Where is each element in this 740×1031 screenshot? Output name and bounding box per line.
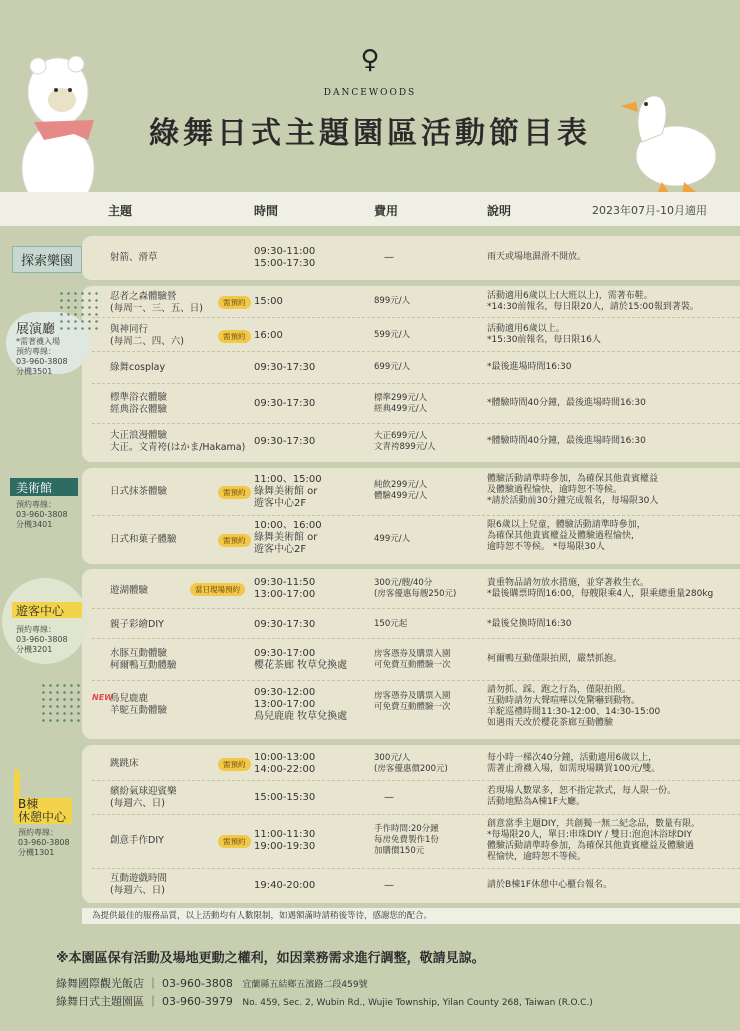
cell-time: 11:00、15:00 綠舞美術館 or 遊客中心2F [254, 474, 322, 509]
table-row [82, 236, 740, 280]
cell-fee: 599元/人 [374, 330, 411, 340]
cell-fee: 大正699元/人 文青袴899元/人 [374, 431, 436, 452]
cell-time: 10:00-13:00 14:00-22:00 [254, 752, 316, 775]
table-row [82, 516, 740, 564]
cell-time: 15:00-15:30 [254, 792, 316, 803]
valid-period: 2023年07月-10月適用 [592, 204, 707, 217]
cell-theme: 繽紛氣球迎賓樂 (每週六、日) [110, 786, 177, 809]
dot-pattern [40, 682, 80, 722]
reserve-badge: 需預約 [218, 486, 251, 499]
table-row [82, 569, 740, 609]
reserve-badge: 需預約 [218, 330, 251, 343]
cell-theme: 與神同行 (每周二、四、六) [110, 324, 184, 347]
table-row [82, 318, 740, 352]
address-zh: 宜蘭縣五結鄉五濱路二段459號 [242, 980, 368, 990]
cell-time: 09:30-12:00 13:00-17:00 鳥兒鹿鹿 牧草兌換處 [254, 687, 348, 722]
section-sub-art: 預約專線： 03-960-3808 分機3401 [16, 500, 68, 529]
table-row [82, 869, 740, 903]
table-row [82, 352, 740, 384]
cell-note: 每小時一梯次40分鐘，活動適用6歲以上， 需著止滑襪入場，如需現場購買100元/雙。 [487, 753, 661, 774]
cell-note: 柯爾鴨互動僅限拍照，嚴禁抓抱。 [487, 654, 623, 664]
table-row [82, 745, 740, 781]
cell-note: *最後兌換時間16:30 [487, 619, 572, 629]
cell-theme: 日式和菓子體驗 [110, 534, 177, 545]
section-title-show: 展演廳 [16, 322, 56, 337]
cell-time: 09:30-17:30 [254, 436, 316, 447]
header-theme: 主題 [108, 204, 133, 218]
section-title-explore: 探索樂園 [21, 254, 74, 269]
table-row [82, 609, 740, 639]
cell-fee: 標準299元/人 經典499元/人 [374, 393, 428, 414]
cell-note: 限6歲以上兒童，體驗活動請準時參加， 為確保其他貴賓權益及體驗過程愉快， 逾時恕不等候。 *每場限30人 [487, 520, 646, 552]
header-note: 說明 [487, 204, 512, 218]
cell-time: 16:00 [254, 330, 283, 341]
cell-time: 09:30-17:00 櫻花茶廊 牧草兌換處 [254, 648, 348, 671]
section-sub-rest: 預約專線： 03-960-3808 分機1301 [18, 828, 70, 857]
cell-time: 10:00、16:00 綠舞美術館 or 遊客中心2F [254, 520, 322, 555]
cell-theme: 創意手作DIY [110, 835, 164, 846]
cell-note: 活動適用6歲以上(大班以上)，需著布鞋。 *14:30前報名，每日限20人，請於15:00報到著裝。 [487, 291, 699, 312]
section-label-art [16, 479, 68, 530]
brand-name: DANCEWOODS [323, 88, 417, 98]
cell-theme: 標準浴衣體驗 經典浴衣體驗 [110, 392, 168, 415]
cell-note: *體驗時間40分鐘，最後進場時間16:30 [487, 398, 646, 408]
section-title-visitor: 遊客中心 [16, 604, 65, 618]
service-note: 為提供最佳的服務品質，以上活動均有人數限制，如遇額滿時請稍後等待，感謝您的配合。 [82, 908, 740, 924]
table-row [82, 286, 740, 318]
cell-theme: 綠舞cosplay [110, 362, 166, 373]
reserve-badge: 需預約 [218, 758, 251, 771]
cell-fee: 純飲299元/人 體驗499元/人 [374, 480, 428, 501]
duck-mascot-icon [612, 82, 722, 202]
cell-note: 請勿抓、踩、跑之行為，僅限拍照。 互動時請勿大聲喧嘩以免驚嚇到動物。 羊駝巡禮時間11:30-12:00、14:30-15:00 如遇雨天改於櫻花茶廊互動體驗 [487, 685, 661, 728]
cell-note: 活動適用6歲以上。 *15:30前報名，每日限16人 [487, 324, 601, 345]
cell-time: 09:30-17:30 [254, 362, 316, 373]
cell-theme: 跳跳床 [110, 758, 139, 769]
hotel-contact [56, 975, 368, 991]
cell-theme: 大正浪漫體驗 大正。文青袴(はかま/Hakama) [110, 430, 246, 453]
cell-note: 雨天或場地濕滑不開放。 [487, 252, 587, 262]
cell-fee: 899元/人 [374, 296, 411, 306]
cell-note: 體驗活動請準時參加，為確保其他貴賓權益 及體驗過程愉快，逾時恕不等候。 *請於活動前30分鐘完成報名，每場限30人 [487, 474, 659, 506]
cell-fee: 房客憑券及購票入園 可免費互動體驗一次 [374, 691, 451, 712]
hotel-contact-text: 綠舞國際觀光飯店 ｜ 03-960-3808 [56, 977, 233, 990]
cell-fee: — [384, 880, 394, 891]
cell-note: *體驗時間40分鐘，最後進場時間16:30 [487, 436, 646, 446]
cell-note: *最後進場時間16:30 [487, 362, 572, 372]
reserve-badge: 需預約 [218, 534, 251, 547]
cell-fee: 699元/人 [374, 362, 411, 372]
table-row [82, 781, 740, 815]
cell-time: 19:40-20:00 [254, 880, 316, 891]
dancer-logo-icon: ♀ [360, 45, 380, 75]
cell-fee: — [384, 252, 394, 263]
table-row [82, 681, 740, 739]
onsite-badge: 當日現場預約 [190, 583, 245, 596]
section-title-art: 美術館 [16, 481, 53, 495]
table-row [82, 384, 740, 424]
cell-note: 請於B棟1F休憩中心櫃台報名。 [487, 880, 613, 890]
rights-notice: ※本園區保有活動及場地更動之權利，如因業務需求進行調整，敬請見諒。 [56, 951, 485, 966]
new-badge: NEW [92, 693, 113, 702]
cell-time: 09:30-11:50 13:00-17:00 [254, 577, 316, 600]
cell-time: 09:30-17:30 [254, 619, 316, 630]
section-label-visitor [16, 602, 68, 655]
cell-theme: 射箭、滑草 [110, 252, 158, 263]
section-sub-visitor: 預約專線： 03-960-3808 分機3201 [16, 625, 68, 654]
header-fee: 費用 [374, 204, 399, 218]
cell-fee: 300元/艘/40分 (房客優惠每艘250元) [374, 578, 457, 599]
reserve-badge: 需預約 [218, 835, 251, 848]
section-sub-show: *需著襪入場 預約專線： 03-960-3808 分機3501 [16, 337, 68, 376]
cell-theme: 親子彩繪DIY [110, 619, 164, 630]
section-label-explore [12, 246, 82, 273]
park-contact-text: 綠舞日式主題園區 ｜ 03-960-3979 [56, 995, 233, 1008]
table-header [0, 192, 740, 226]
page-title: 綠舞日式主題園區活動節目表 [149, 116, 591, 151]
address-en: No. 459, Sec. 2, Wubin Rd., Wujie Township, Yilan County 268, Taiwan (R.O.C.) [242, 998, 593, 1008]
section-label-rest [18, 798, 70, 858]
cell-theme: 遊湖體驗 [110, 585, 149, 596]
cell-time: 09:30-17:30 [254, 398, 316, 409]
park-contact [56, 993, 593, 1009]
cell-fee: 手作時間:20分鐘 每房免費製作1份 加購價150元 [374, 824, 439, 856]
cell-theme: 鳥兒鹿鹿 羊駝互動體驗 [110, 693, 168, 716]
table-row [82, 815, 740, 869]
cell-fee: 499元/人 [374, 534, 411, 544]
table-row [82, 639, 740, 681]
cell-time: 15:00 [254, 296, 283, 307]
section-label-show [16, 318, 68, 377]
reserve-badge: 需預約 [218, 296, 251, 309]
cell-fee: 300元/人 (房客優惠價200元) [374, 753, 448, 774]
cell-theme: 忍者之森體驗營 (每周一、三、五、日) [110, 291, 203, 314]
table-row [82, 424, 740, 462]
cell-fee: 房客憑券及購票入園 可免費互動體驗一次 [374, 649, 451, 670]
cell-time: 11:00-11:30 19:00-19:30 [254, 829, 316, 852]
cell-note: 創意當季主題DIY，共創獨一無二紀念品，數量有限。 *每場限20人，單日:串珠DIY / 雙日:泡泡沐浴球DIY 體驗活動請準時參加，為確保其他貴賓權益及體驗過 程愉快，逾時恕不等候。 [487, 819, 701, 862]
table-row [82, 468, 740, 516]
cell-note: 若現場人數眾多，恕不指定款式，每人限一份。 活動地點為A棟1F大廳。 [487, 786, 677, 807]
cell-fee: — [384, 792, 394, 803]
cell-theme: 日式抹茶體驗 [110, 486, 168, 497]
cell-theme: 水豚互動體驗 柯爾鴨互動體驗 [110, 648, 177, 671]
cell-fee: 150元起 [374, 619, 408, 629]
cell-note: 貴重物品請勿放水措施，並穿著救生衣。 *最後購票時間16:00，每艘限乘4人，限乘總重量280kg [487, 578, 714, 599]
section-title-rest: B棟 休憩中心 [18, 797, 67, 824]
cell-time: 09:30-11:00 15:00-17:30 [254, 246, 316, 269]
cell-theme: 互動遊戲時間 (每週六、日) [110, 873, 168, 896]
header-time: 時間 [254, 204, 279, 218]
